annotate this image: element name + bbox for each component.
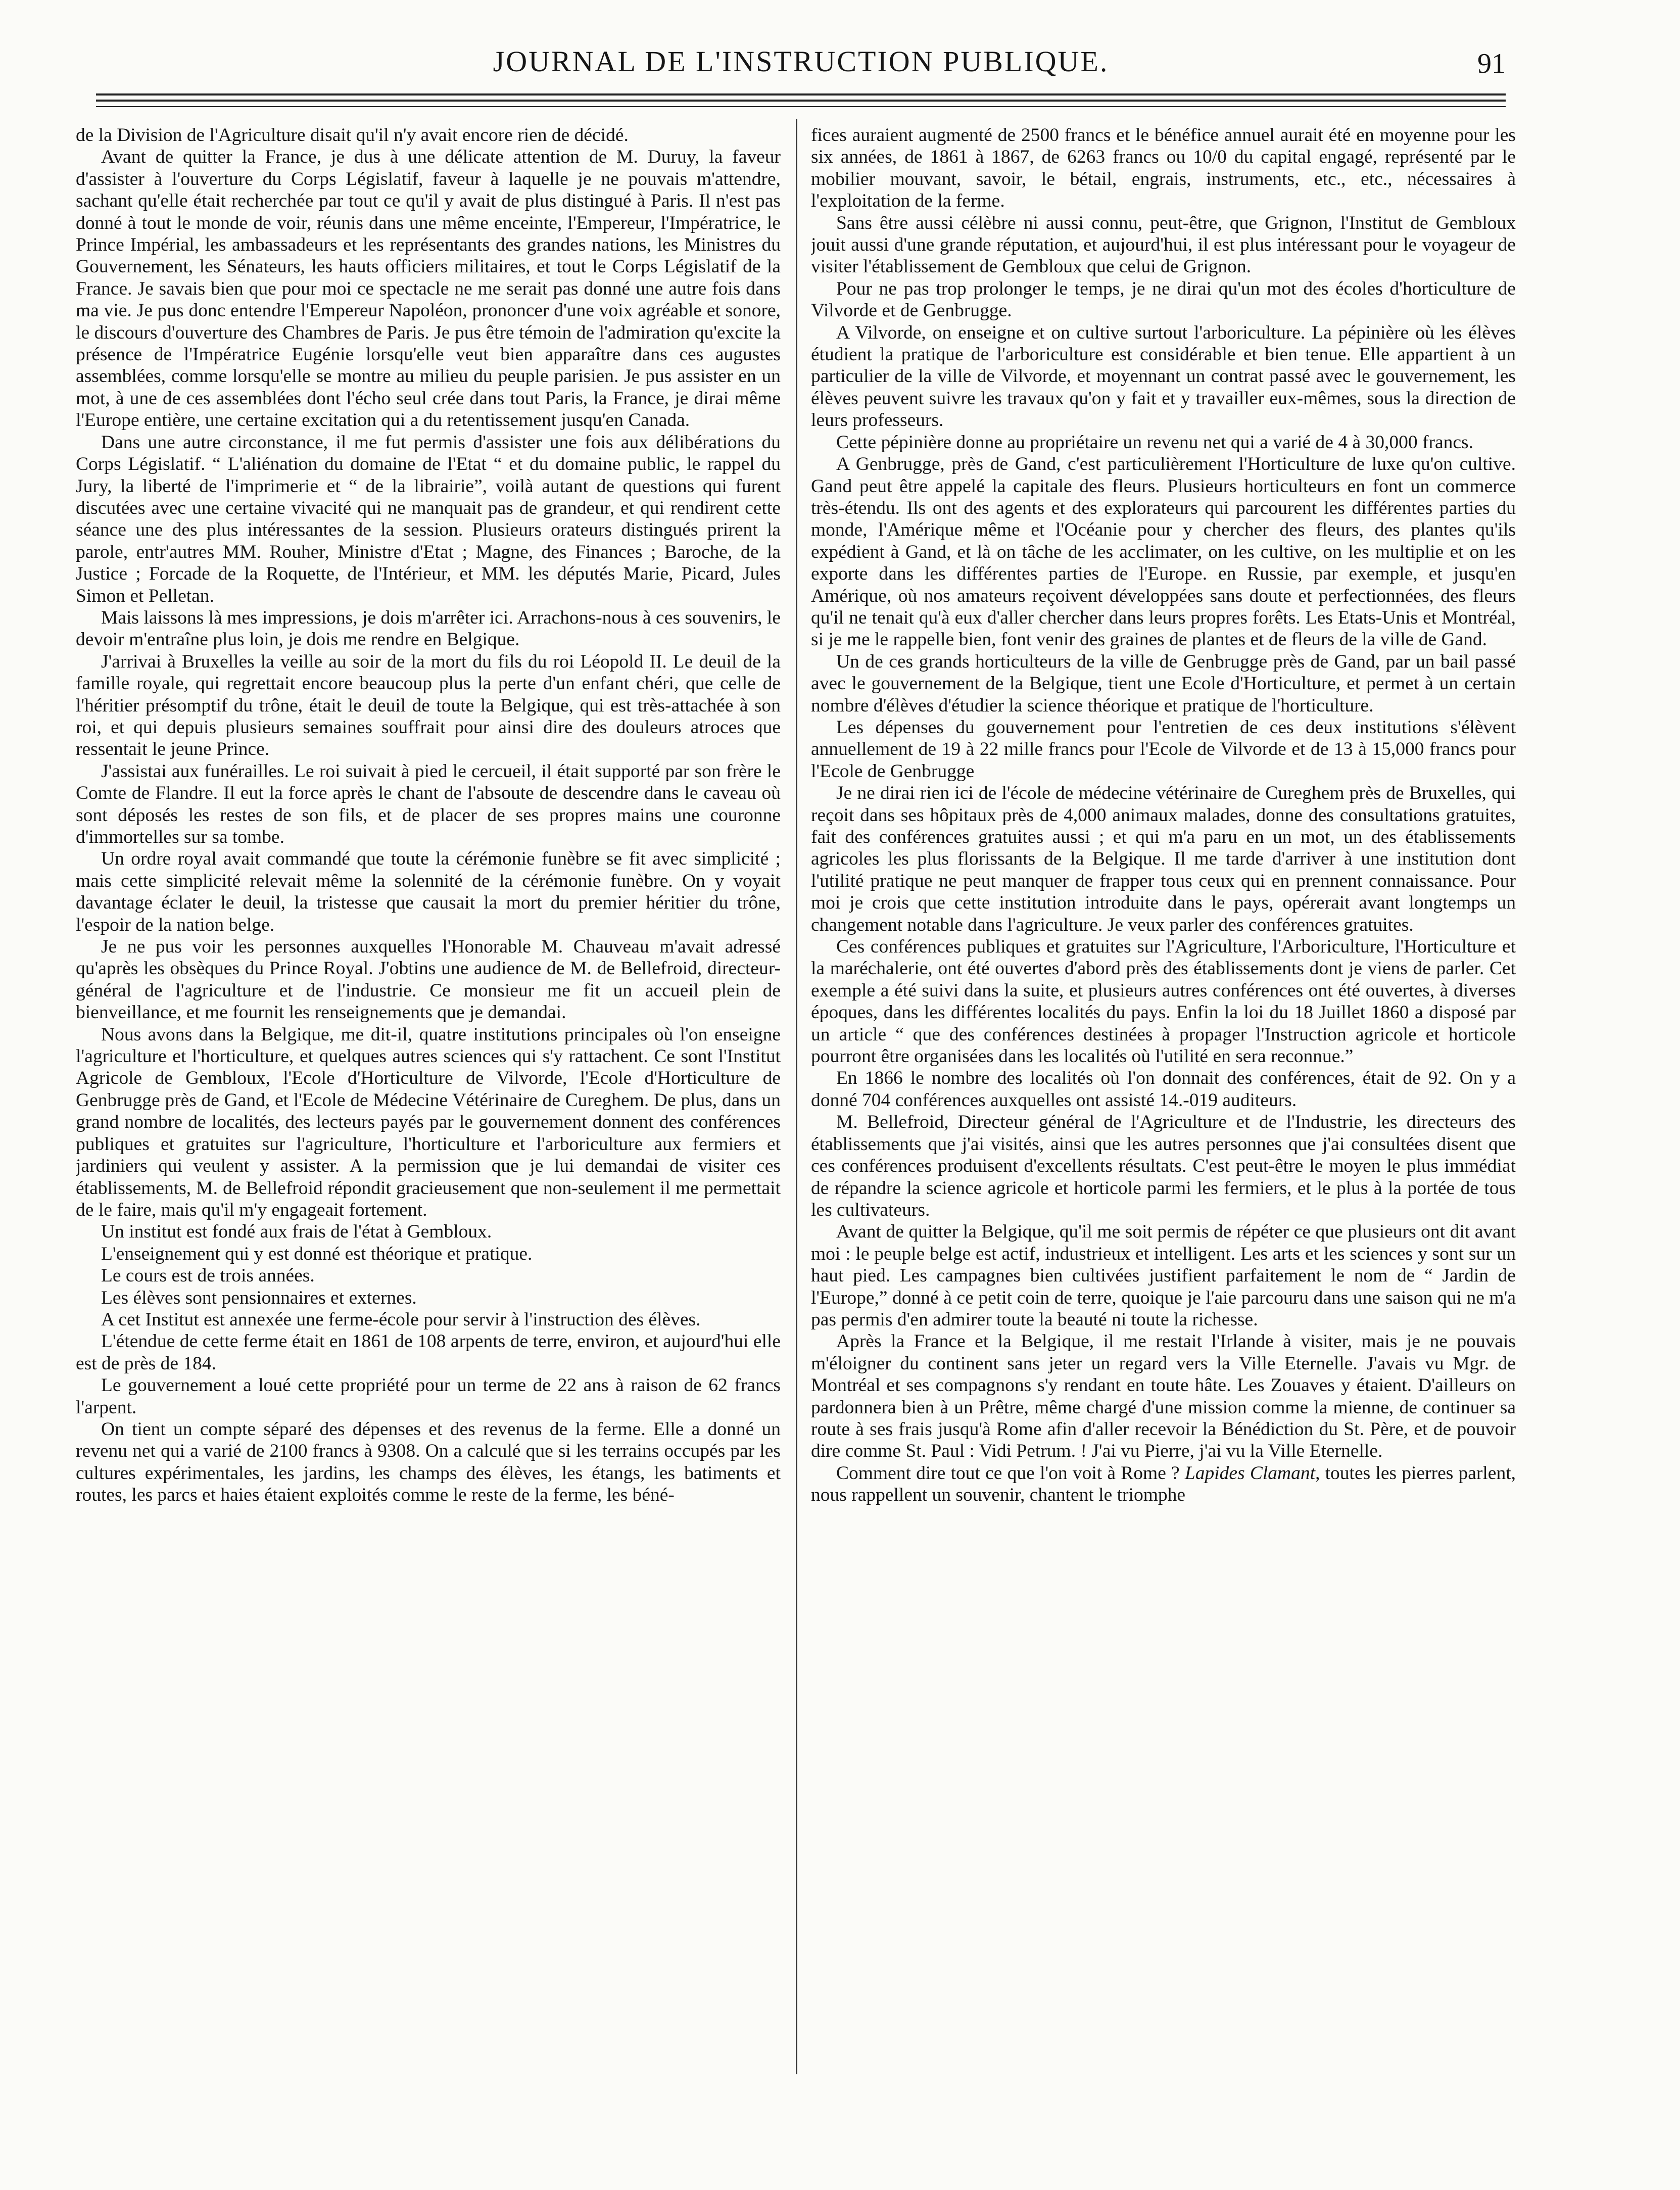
paragraph: M. Bellefroid, Directeur général de l'Agriculture et de l'Industrie, les directeurs des établissements que j'ai visités, ainsi que les autres personnes que j'ai consultées disent que ces conférences produisent d'excellents résultats. C'est peut-être le moyen le plus immédiat de répandre la science agricole et horticole parmi les fermiers, et le plus à la portée de tous les cultivateurs. xyxy=(811,1112,1516,1220)
header-rule xyxy=(96,93,1506,96)
page-number: 91 xyxy=(1477,48,1506,79)
paragraph: Avant de quitter la Belgique, qu'il me soit permis de répéter ce que plusieurs ont dit avant moi : le peuple belge est actif, industrieux et intelligent. Les arts et les sciences y sont sur un haut pied. Les campagnes bien cultivées justifient parfaitement le nom de “ Jardin de l'Europe,” donné à ce petit coin de terre, quoique je l'aie parcouru dans une saison qui ne m'a pas permis d'en admirer toute la beauté ni toute la richesse. xyxy=(811,1221,1516,1330)
final-paragraph xyxy=(811,1462,1516,1506)
paragraph: En 1866 le nombre des localités où l'on donnait des conférences, était de 92. On y a donné 704 conférences auxquelles ont assisté 14.-019 auditeurs. xyxy=(811,1068,1516,1111)
latin-phrase: Lapides Clamant xyxy=(1184,1462,1316,1484)
paragraph: Les dépenses du gouvernement pour l'entretien de ces deux institutions s'élèvent annuellement de 19 à 22 mille francs pour l'Ecole de Vilvorde et de 13 à 15,000 francs pour l'Ecole de Genbrugge xyxy=(811,717,1516,782)
paragraph: Ces conférences publiques et gratuites sur l'Agriculture, l'Arboriculture, l'Horticulture et la maréchalerie, ont été ouvertes d'abord près des établissements dont je viens de parler. Cet exemple a été suivi dans la suite, et plusieurs autres conférences ont été ouvertes, à diverses époques, dans les différentes localités du pays. Enfin la loi du 18 Juillet 1860 a disposé par un article “ que des conférences destinées à propager l'Instruction agricole et horticole pourront être organisées dans les localités où l'utilité en sera reconnue.” xyxy=(811,936,1516,1067)
paragraph: Dans une autre circonstance, il me fut permis d'assister une fois aux délibérations du Corps Législatif. “ L'aliénation du domaine de l'Etat “ et du domaine public, le rappel du Jury, la liberté de l'imprimerie et “ de la librairie”, voilà autant de questions qui furent discutées avec une certaine vivacité qui ne manquait pas de grandeur, et qui rendirent cette séance une des plus intéressantes de la session. Plusieurs orateurs distingués prirent la parole, entr'autres MM. Rouher, Ministre d'Etat ; Magne, des Finances ; Baroche, de la Justice ; Forcade de la Roquette, de l'Intérieur, et MM. les députés Marie, Picard, Jules Simon et Pelletan. xyxy=(76,432,781,606)
paragraph: Pour ne pas trop prolonger le temps, je ne dirai qu'un mot des écoles d'horticulture de Vilvorde et de Genbrugge. xyxy=(811,278,1516,321)
paragraph: Un institut est fondé aux frais de l'état à Gembloux. xyxy=(101,1221,492,1243)
paragraph: L'enseignement qui y est donné est théorique et pratique. xyxy=(101,1243,533,1264)
paragraph: Un ordre royal avait commandé que toute la cérémonie funèbre se fit avec simplicité ; mais cette simplicité relevait même la solennité de la cérémonie funèbre. On y voyait davantage éclater le deuil, la tristesse que causait la mort du premier héritier du trône, l'espoir de la nation belge. xyxy=(76,848,781,935)
right-column xyxy=(811,124,1516,2075)
left-column xyxy=(76,124,781,2075)
paragraph: Nous avons dans la Belgique, me dit-il, quatre institutions principales où l'on enseigne l'agriculture et l'horticulture, et quelques autres sciences qui s'y rattachent. Ce sont l'Institut Agricole de Gembloux, l'Ecole d'Horticulture de Vilvorde, l'Ecole d'Horticulture de Genbrugge près de Gand, et l'Ecole de Médecine Vétérinaire de Cureghem. De plus, dans un grand nombre de localités, des lecteurs payés par le gouvernement donnent des conférences publiques et gratuites sur l'agriculture, l'horticulture et l'arboriculture aux fermiers et jardiniers qui veulent y assister. A la permission que je lui demandai de visiter ces établissements, M. de Bellefroid répondit gracieusement que non-seulement il me permettait de le faire, mais qu'il m'y engageait fortement. xyxy=(76,1024,781,1220)
final-text-after: , toutes les pierres parlent, nous rappellent un souvenir, chantent le triomphe xyxy=(811,1462,1516,1506)
page-header xyxy=(96,44,1506,95)
paragraph: de la Division de l'Agriculture disait qu'il n'y avait encore rien de décidé. xyxy=(76,125,629,146)
paragraph: Avant de quitter la France, je dus à une délicate attention de M. Duruy, la faveur d'assister à l'ouverture du Corps Législatif, faveur à laquelle je ne pouvais m'attendre, sachant qu'elle était recherchée par tout ce qu'il y avait de plus distingué à Paris. Il n'est pas donné à tout le monde de voir, réunis dans une même enceinte, l'Empereur, l'Impératrice, le Prince Impérial, les ambassadeurs et les représentants des grandes nations, les Ministres du Gouvernement, les Sénateurs, les hauts officiers militaires, et tout le Corps Législatif de la France. Je savais bien que pour moi ce spectacle ne me serait pas donné une autre fois dans ma vie. Je pus donc entendre l'Empereur Napoléon, prononcer d'une voix agréable et sonore, le discours d'ouverture des Chambres de Paris. Je pus être témoin de l'admiration qu'excite la présence de l'Impératrice Eugénie lorsqu'elle veut bien apparaître dans ces augustes assemblées, comme lorsqu'elle se montre au milieu du peuple parisien. Je pus assister en un mot, à une de ces assemblées dont l'écho seul crée dans tout Paris, la France, je dirai même l'Europe entière, une certaine excitation qui a du retentissement jusqu'en Canada. xyxy=(76,147,781,431)
paragraph: Sans être aussi célèbre ni aussi connu, peut-être, que Grignon, l'Institut de Gembloux jouit aussi d'une grande réputation, et aujourd'hui, il est plus intéressant pour le voyageur de visiter l'établissement de Gembloux que celui de Grignon. xyxy=(811,212,1516,277)
paragraph: A cet Institut est annexée une ferme-école pour servir à l'instruction des élèves. xyxy=(101,1309,701,1330)
paragraph: Le cours est de trois années. xyxy=(101,1265,315,1287)
paragraph: Un de ces grands horticulteurs de la ville de Genbrugge près de Gand, par un bail passé avec le gouvernement de la Belgique, tient une Ecole d'Horticulture, et permet à un certain nombre d'élèves d'étudier la science théorique et pratique de l'horticulture. xyxy=(811,651,1516,716)
paragraph: Je ne dirai rien ici de l'école de médecine vétérinaire de Cureghem près de Bruxelles, qui reçoit dans ses hôpitaux près de 4,000 animaux malades, donne des consultations gratuites, fait des conférences gratuites aussi ; et qui m'a paru en un mot, un des établissements agricoles les plus florissants de la Belgique. Il me tarde d'arriver à une institution dont l'utilité pratique ne peut manquer de frapper tous ceux qui en prennent connaissance. Pour moi je crois que cette institution introduite dans le pays, opérerait avant longtemps un changement notable dans l'agriculture. Je veux parler des conférences gratuites. xyxy=(811,783,1516,935)
paragraph: A Vilvorde, on enseigne et on cultive surtout l'arboriculture. La pépinière où les élèves étudient la pratique de l'arboriculture est considérable et bien tenue. Elle appartient à un particulier de la ville de Vilvorde, et moyennant un contrat passé avec le gouvernement, les élèves peuvent suivre les travaux qu'on y fait et y travailler eux-mêmes, sous la direction de leurs professeurs. xyxy=(811,322,1516,431)
paragraph: A Genbrugge, près de Gand, c'est particulièrement l'Horticulture de luxe qu'on cultive. Gand peut être appelé la capitale des fleurs. Plusieurs horticulteurs en font un commerce très-étendu. Ils ont des agents et des explorateurs qui parcourent les différentes parties du monde, l'Amérique même et l'Océanie pour y chercher des fleurs, des plantes qu'ils expédient à Gand, et là on tâche de les acclimater, on les cultive, on les multiplie et on les exporte dans les différentes parties de l'Europe. en Russie, par exemple, et jusqu'en Amérique, où nos amateurs reçoivent développées sans doute et perfectionnées, des fleurs qu'il ne tenait qu'à eux d'aller chercher dans leurs propres forêts. Les Etats-Unis et Montréal, si je me le rappelle bien, font venir des graines de plantes et de fleurs de la ville de Gand. xyxy=(811,454,1516,650)
paragraph: Le gouvernement a loué cette propriété pour un terme de 22 ans à raison de 62 francs l'arpent. xyxy=(76,1375,781,1418)
paragraph: Mais laissons là mes impressions, je dois m'arrêter ici. Arrachons-nous à ces souvenirs, le devoir m'entraîne plus loin, je dois me rendre en Belgique. xyxy=(76,607,781,650)
paragraph: Les élèves sont pensionnaires et externes. xyxy=(101,1287,417,1308)
paragraph: On tient un compte séparé des dépenses et des revenus de la ferme. Elle a donné un revenu net qui a varié de 2100 francs à 9308. On a calculé que si les terrains occupés par les cultures expérimentales, les jardins, les champs des élèves, les étangs, les batiments et routes, les parcs et haies étaient exploités comme le reste de la ferme, les béné- xyxy=(76,1418,781,1506)
paragraph: Cette pépinière donne au propriétaire un revenu net qui a varié de 4 à 30,000 francs. xyxy=(836,432,1473,453)
paragraph: Après la France et la Belgique, il me restait l'Irlande à visiter, mais je ne pouvais m'éloigner du continent sans jeter un regard vers la Ville Eternelle. J'avais vu Mgr. de Montréal et ses compagnons s'y rendant en toute hâte. Les Zouaves y étaient. D'ailleurs on pardonnera bien à un Prêtre, même chargé d'une mission comme la mienne, de continuer sa route à ses frais jusqu'à Rome afin d'aller recevoir la Bénédiction du St. Père, et de pouvoir dire comme St. Paul : Vidi Petrum. ! J'ai vu Pierre, j'ai vu la Ville Eternelle. xyxy=(811,1331,1516,1462)
header-rule xyxy=(96,100,1506,102)
header-rule xyxy=(96,106,1506,107)
final-text-before: Comment dire tout ce que l'on voit à Rome ? xyxy=(836,1462,1185,1484)
paragraph: J'assistai aux funérailles. Le roi suivait à pied le cercueil, il était supporté par son frère le Comte de Flandre. Il eut la force après le chant de l'absoute de descendre dans le caveau où sont déposés les restes de son fils, et de placer de ses propres mains une couronne d'immortelles sur sa tombe. xyxy=(76,760,781,847)
paragraph: fices auraient augmenté de 2500 francs et le bénéfice annuel aurait été en moyenne pour les six années, de 1861 à 1867, de 6263 francs ou 10/0 du capital engagé, représenté par le mobilier mouvant, savoir, le bétail, engrais, instruments, etc., etc., nécessaires à l'exploitation de la ferme. xyxy=(811,125,1516,212)
paragraph: L'étendue de cette ferme était en 1861 de 108 arpents de terre, environ, et aujourd'hui elle est de près de 184. xyxy=(76,1331,781,1374)
column-divider xyxy=(796,119,797,2074)
running-head: JOURNAL DE L'INSTRUCTION PUBLIQUE. xyxy=(493,45,1109,78)
paragraph: Je ne pus voir les personnes auxquelles l'Honorable M. Chauveau m'avait adressé qu'après les obsèques du Prince Royal. J'obtins une audience de M. de Bellefroid, directeur-général de l'agriculture et de l'industrie. Ce monsieur me fit un accueil plein de bienveillance, et me fournit les renseignements que je demandai. xyxy=(76,936,781,1023)
paragraph: J'arrivai à Bruxelles la veille au soir de la mort du fils du roi Léopold II. Le deuil de la famille royale, qui regrettait encore beaucoup plus la perte d'un enfant chéri, que celle de l'héritier présomptif du trône, était le deuil de toute la Belgique, qui est très-attachée à son roi, et qui depuis plusieurs semaines souffrait pour ainsi dire des douleurs atroces que ressentait le jeune Prince. xyxy=(76,651,781,760)
